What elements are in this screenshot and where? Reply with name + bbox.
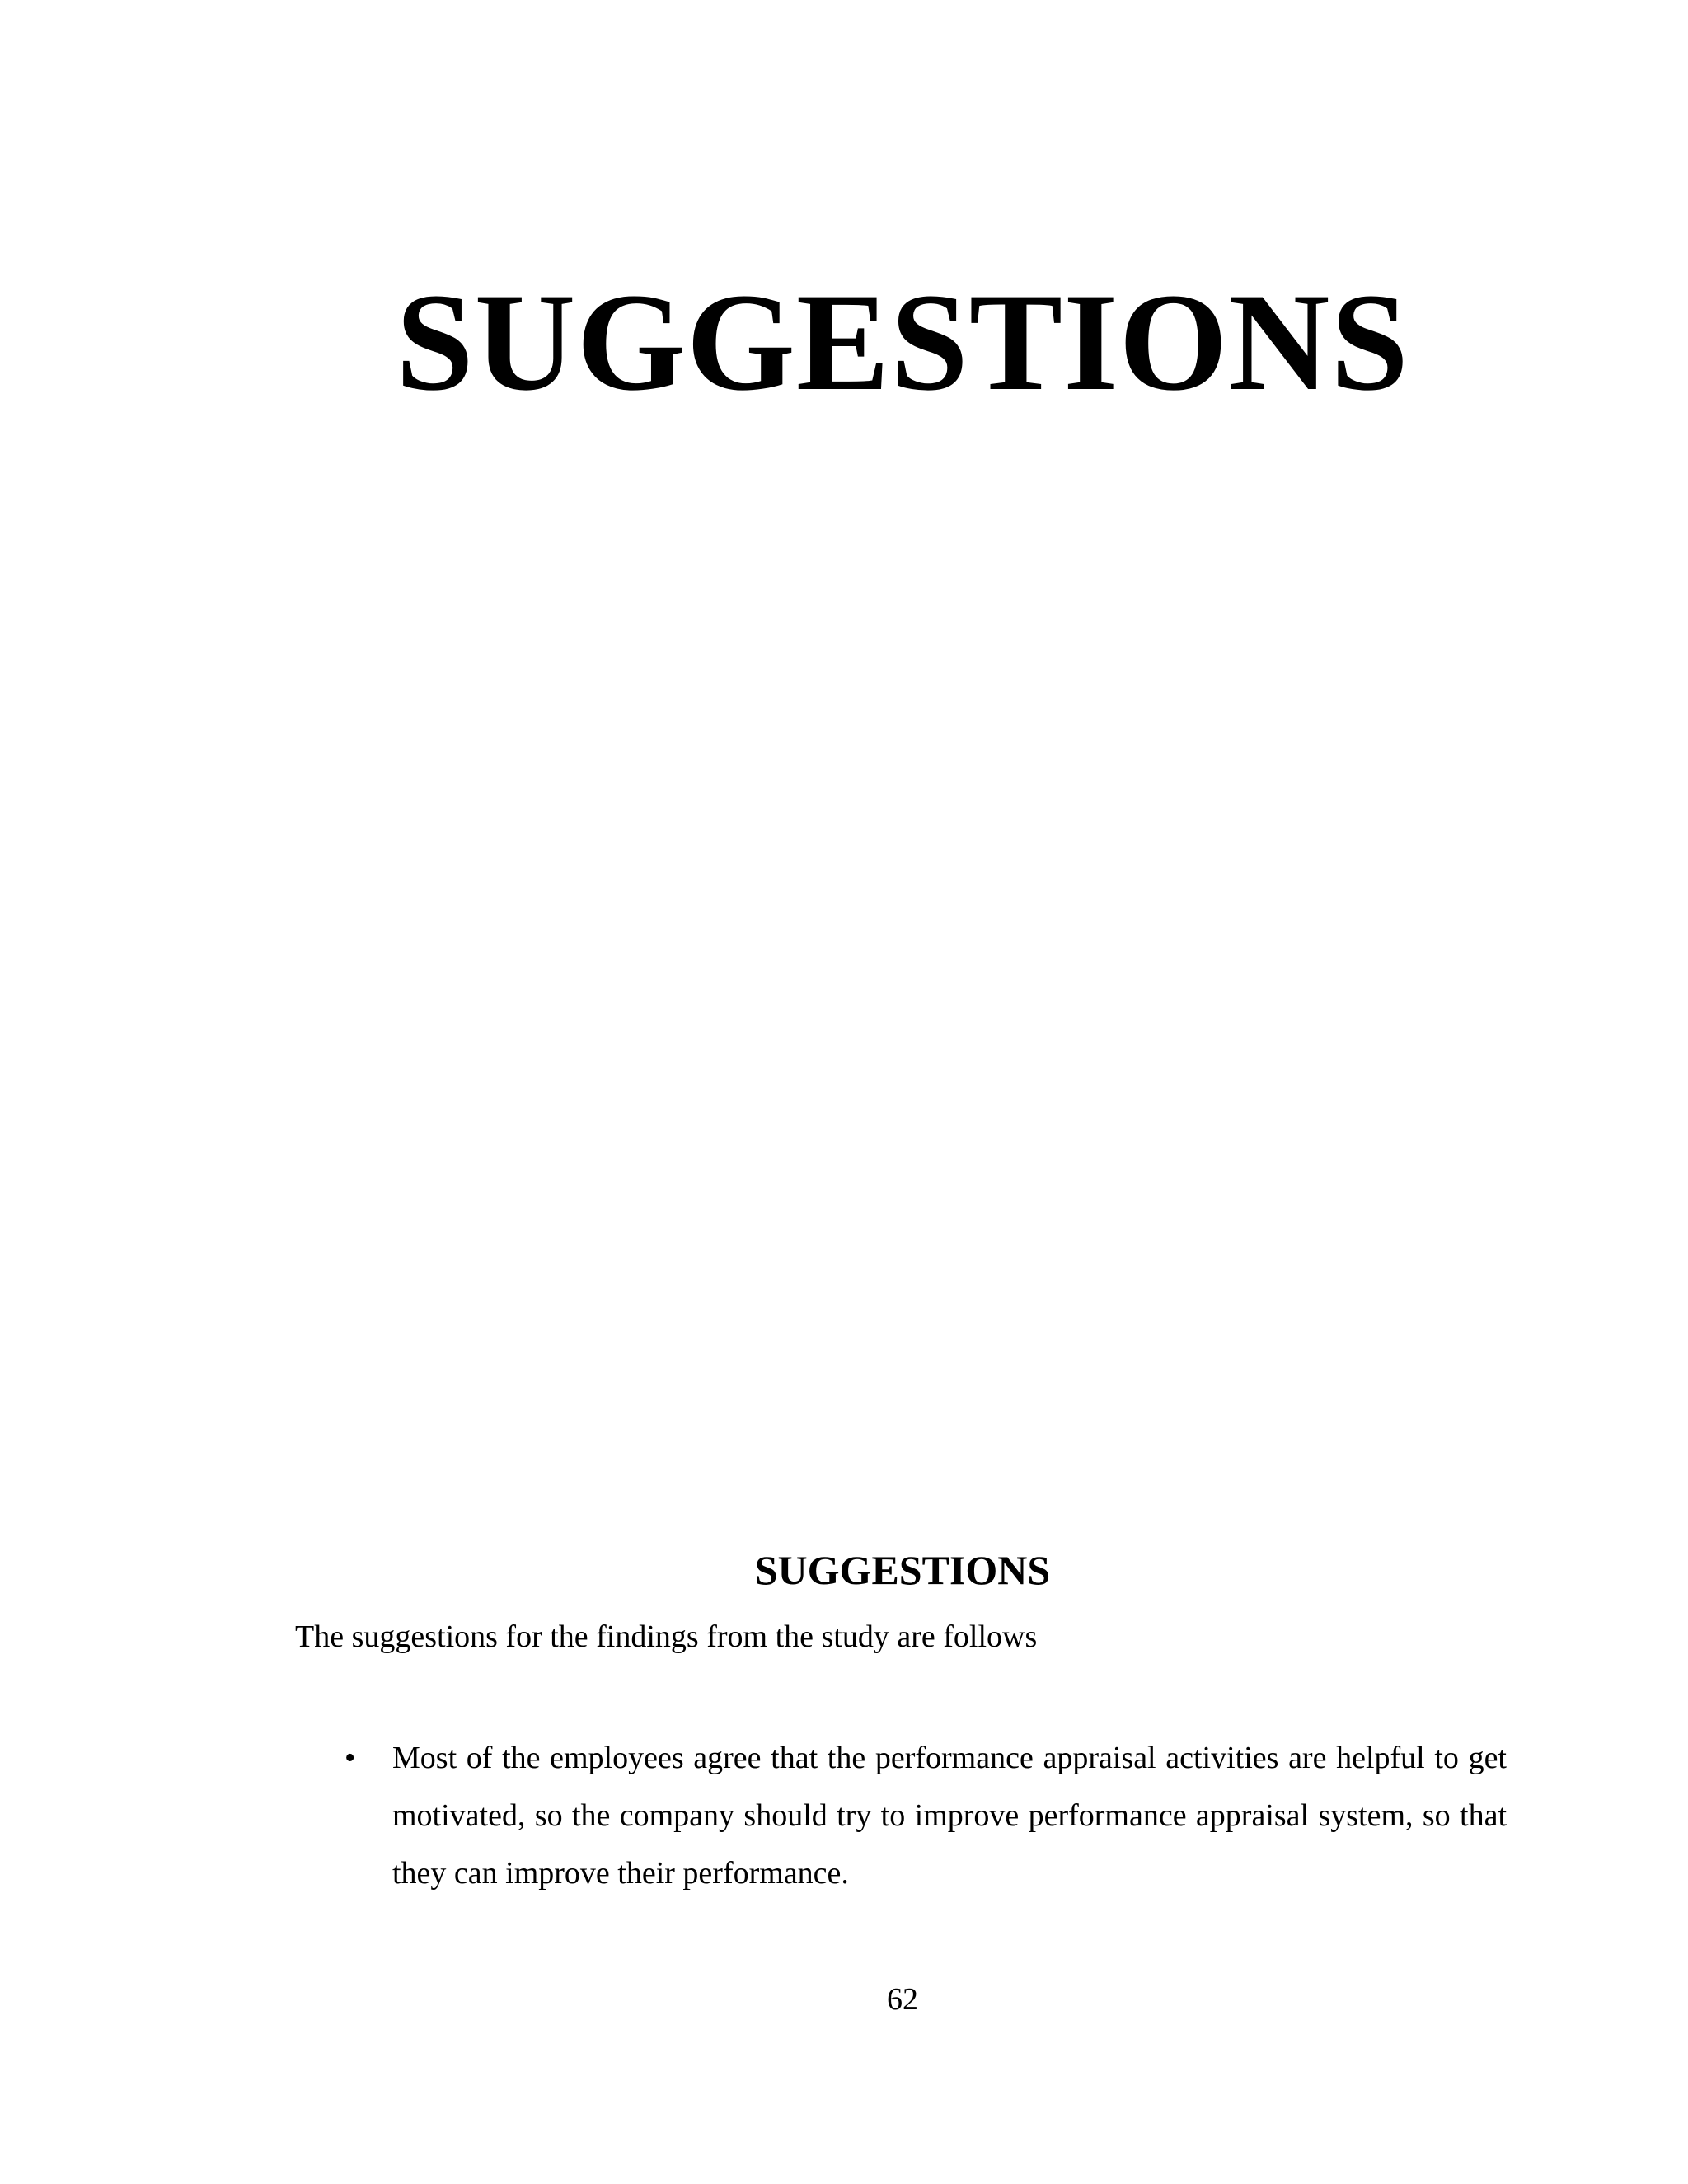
section-heading: SUGGESTIONS bbox=[754, 1547, 1051, 1593]
suggestion-list bbox=[0, 1729, 1688, 1902]
intro-paragraph: The suggestions for the findings from the study are follows bbox=[295, 1619, 1038, 1654]
cover-title: SUGGESTIONS bbox=[396, 265, 1409, 419]
list-item bbox=[0, 1729, 1688, 1902]
bullet-icon: • bbox=[345, 1741, 356, 1775]
page-number: 62 bbox=[887, 1982, 918, 2017]
list-item-text: Most of the employees agree that the performance appraisal activities are helpful to get motivated, so the company should try to improve performance appraisal system, so that they can improve their performance. bbox=[392, 1741, 1507, 1891]
